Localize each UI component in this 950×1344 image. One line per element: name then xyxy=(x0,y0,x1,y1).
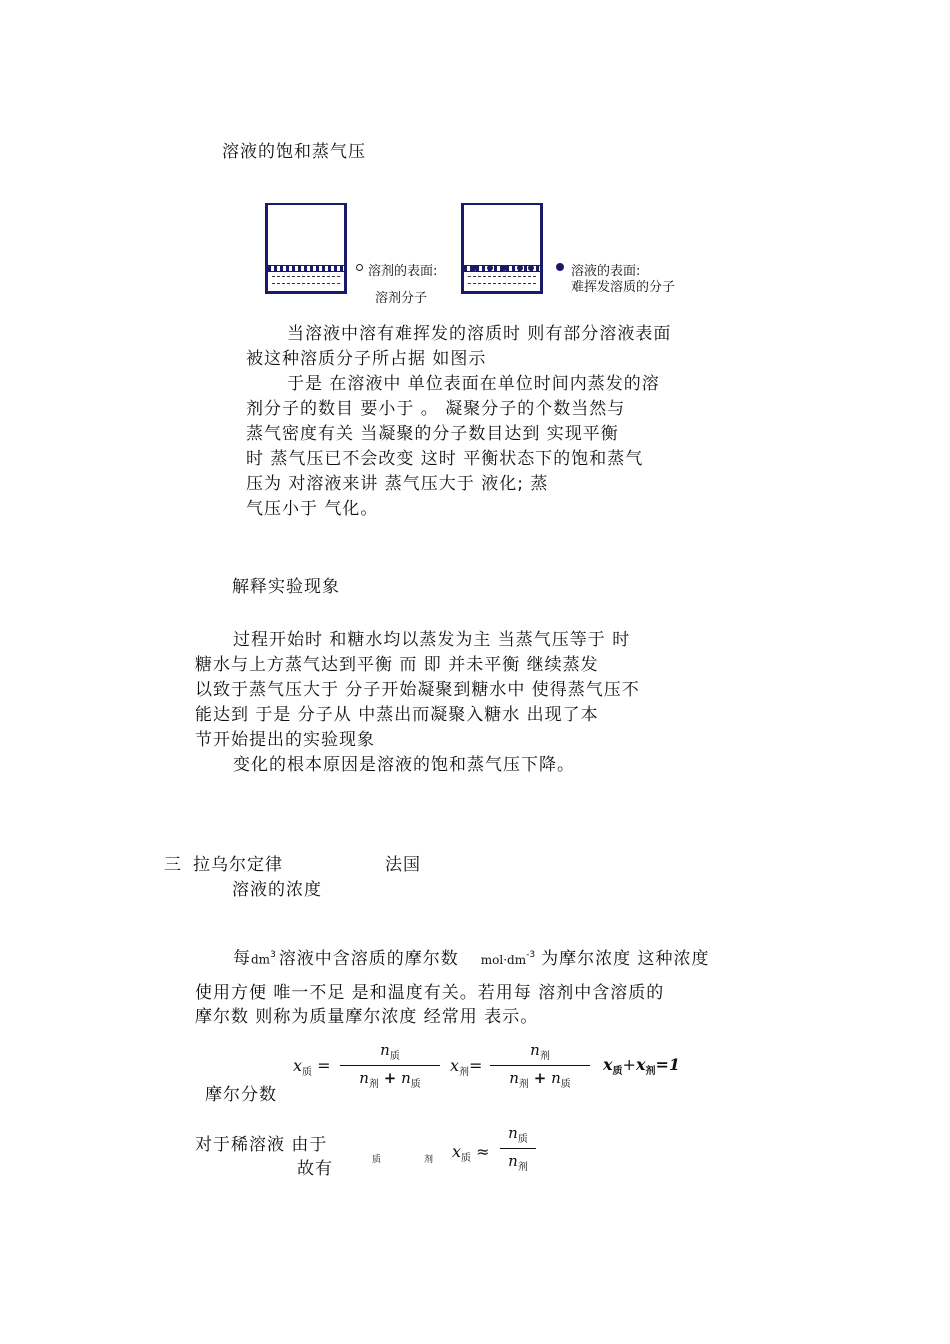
para1-line: 剂分子的数目 要小于 。 凝聚分子的个数当然与 xyxy=(246,399,626,419)
para2-line: 节开始提出的实验现象 xyxy=(195,730,375,750)
x-solute-approx: $x_质$ ≈ xyxy=(452,1142,490,1165)
solvent-molecule-icon xyxy=(356,264,363,271)
molality-line: 使用方便 唯一不足 是和温度有关。若用每 溶剂中含溶质的 xyxy=(195,983,665,1003)
para1-line: 压为 对溶液来讲 蒸气压大于 液化; 蒸 xyxy=(246,474,549,494)
subheading-concentration: 溶液的浓度 xyxy=(232,880,322,900)
dilute-sub-solute: 质 xyxy=(372,1155,382,1165)
section-heading-explain-experiment: 解释实验现象 xyxy=(232,577,340,597)
para2-line: 变化的根本原因是溶液的饱和蒸气压下降。 xyxy=(233,755,575,775)
heading-country: 法国 xyxy=(385,855,421,875)
therefore-label: 故有 xyxy=(297,1159,333,1179)
molarity-line: 每$dm^3$ 溶液中含溶质的摩尔数 $mol\cdot dm^{-3}$ 为摩尔浓度 这种浓度 xyxy=(233,948,710,969)
mole-fraction-label: 摩尔分数 xyxy=(205,1085,277,1105)
beaker-solution xyxy=(461,203,543,294)
dilute-sub-solvent: 剂 xyxy=(424,1155,434,1165)
section-number: 三 xyxy=(164,855,182,875)
para1-line: 被这种溶质分子所占据 如图示 xyxy=(246,349,487,369)
molality-line: 摩尔数 则称为质量摩尔浓度 经常用 表示。 xyxy=(195,1007,539,1027)
para2-line: 以致于蒸气压大于 分子开始凝聚到糖水中 使得蒸气压不 xyxy=(195,680,640,700)
x-solvent-symbol: $x_剂=$ xyxy=(450,1056,483,1079)
para2-line: 糖水与上方蒸气达到平衡 而 即 并未平衡 继续蒸发 xyxy=(195,655,599,675)
figure-left-label-molecule: 溶剂分子 xyxy=(375,291,428,306)
para1-line: 蒸气密度有关 当凝聚的分子数目达到 实现平衡 xyxy=(246,424,619,444)
x-solvent-fraction: $n_剂$ $n_剂 + n_质$ xyxy=(490,1041,590,1090)
figure-left-label-surface: 溶剂的表面: xyxy=(368,264,438,279)
solute-molecules-icon xyxy=(470,264,534,272)
x-solute-symbol: $x_质$ = xyxy=(293,1056,331,1079)
para1-line: 当溶液中溶有难挥发的溶质时 则有部分溶液表面 xyxy=(287,324,672,344)
para2-line: 能达到 于是 分子从 中蒸出而凝聚入糖水 出现了本 xyxy=(195,705,599,725)
para1-line: 气压小于 气化。 xyxy=(246,499,379,519)
section-heading-saturated-vapor-pressure: 溶液的饱和蒸气压 xyxy=(222,142,366,162)
section-heading-raoult-law: 拉乌尔定律 xyxy=(193,855,283,875)
solute-molecule-icon xyxy=(556,263,564,271)
para1-line: 时 蒸气压已不会改变 这时 平衡状态下的饱和蒸气 xyxy=(246,449,644,469)
mole-fraction-sum: $x_质+x_剂=1$ xyxy=(603,1055,681,1078)
solvent-surface xyxy=(268,265,344,272)
figure-right-label-molecule: 难挥发溶质的分子 xyxy=(571,280,676,295)
figure-right-label-surface: 溶液的表面: xyxy=(571,264,641,279)
para1-line: 于是 在溶液中 单位表面在单位时间内蒸发的溶 xyxy=(287,374,660,394)
para2-line: 过程开始时 和糖水均以蒸发为主 当蒸气压等于 时 xyxy=(233,630,631,650)
beaker-pure-solvent xyxy=(265,203,347,294)
x-solute-fraction: $n_质$ $n_剂 + n_质$ xyxy=(340,1041,440,1090)
dilute-solution-line: 对于稀溶液 由于 xyxy=(195,1135,328,1155)
dilute-approx-fraction: $n_质$ $n_剂$ xyxy=(500,1124,536,1173)
